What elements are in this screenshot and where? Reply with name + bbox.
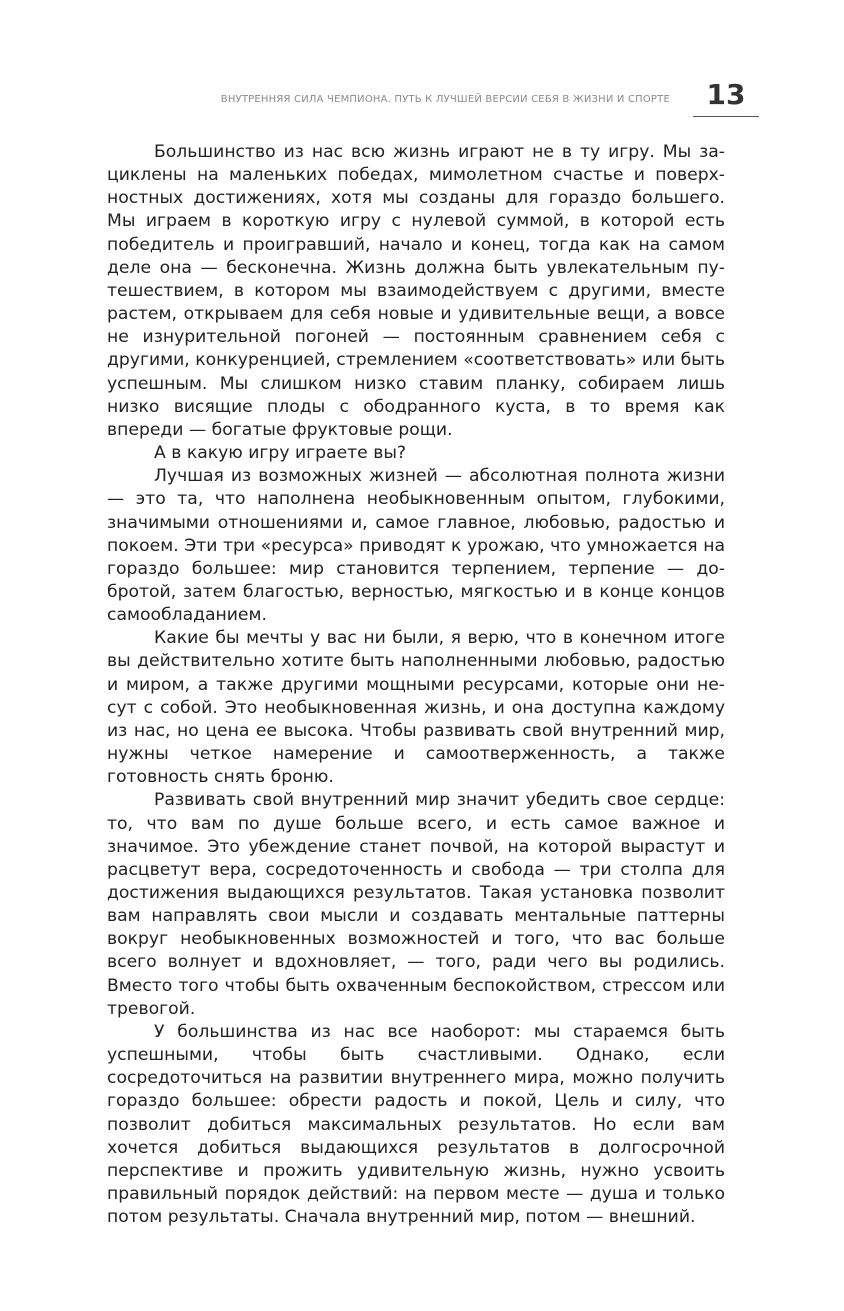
paragraph: Какие бы мечты у вас ни были, я верю, что в конечном итоге вы действительно хотите быть наполненными любовью, радостью и миром, а также другими мощными ресурсами, которые они несут с собой. Это необыкновенная жизнь, и она доступна каждому из нас, но цена ее высока. Чтобы развивать свой внутренний мир, нужны четкое намерение и самоотверженность, а также готовность снять броню. bbox=[107, 628, 725, 788]
body-text bbox=[107, 141, 725, 1229]
running-head-title: ВНУТРЕННЯЯ СИЛА ЧЕМПИОНА. ПУТЬ К ЛУЧШЕЙ ВЕРСИИ СЕБЯ В ЖИЗНИ И СПОРТЕ bbox=[220, 94, 670, 105]
page-number: 13 bbox=[706, 78, 746, 111]
header-rule bbox=[693, 116, 759, 117]
paragraph: Развивать свой внутренний мир значит убедить свое сердце: то, что вам по душе больше всего, и есть самое важное и значимое. Это убеждение станет почвой, на которой вырастут и расцветут вера, сосредоточенность и свобода — три столпа для достижения выдающихся результатов. Такая установка позволит вам направлять свои мысли и создавать ментальные паттерны вокруг необыкновенных возможностей и того, что вас больше всего волнует и вдохновляет, — того, ради чего вы родились. Вместо того чтобы быть охваченным беспокойством, стрессом или тревогой. bbox=[107, 790, 725, 1019]
paragraph: У большинства из нас все наоборот: мы стараемся быть успешными, чтобы быть счастливыми. Однако, если сосредоточиться на развитии внутреннего мира, можно получить гораздо большее: обрести радость и покой, Цель и силу, что позволит добиться максимальных результатов. Но если вам хочется добиться выдающихся результатов в долгосрочной перспективе и прожить удивительную жизнь, нужно усвоить правильный порядок действий: на первом месте — душа и только потом результаты. Сначала внутренний мир, потом — внешний. bbox=[107, 1021, 725, 1228]
paragraph: А в какую игру играете вы? bbox=[154, 443, 407, 464]
paragraph: Большинство из нас всю жизнь играют не в ту игру. Мы зациклены на маленьких победах, мимолетном счастье и поверхностных достижениях, хотя мы созданы для гораздо большего. Мы играем в короткую игру с нулевой суммой, в которой есть победитель и проигравший, начало и конец, тогда как на самом деле она — бесконечна. Жизнь должна быть увлекательным путешествием, в котором мы взаимодействуем с другими, вместе растем, открываем для себя новые и удивительные вещи, а вовсе не изнурительной погоней — постоянным сравнением себя с другими, конкуренцией, стремлением «соответствовать» или быть успешным. Мы слишком низко ставим планку, собираем лишь низко висящие плоды с ободранного куста, в то время как впереди — богатые фруктовые рощи. bbox=[107, 142, 725, 440]
paragraph: Лучшая из возможных жизней — абсолютная полнота жизни — это та, что наполнена необыкновенным опытом, глубокими, значимыми отношениями и, самое главное, любовью, радостью и покоем. Эти три «ресурса» приводят к урожаю, что умножается на гораздо большее: мир становится терпением, терпение — добротой, затем благостью, верностью, мягкостью и в конце концов самообладанием. bbox=[107, 466, 725, 626]
